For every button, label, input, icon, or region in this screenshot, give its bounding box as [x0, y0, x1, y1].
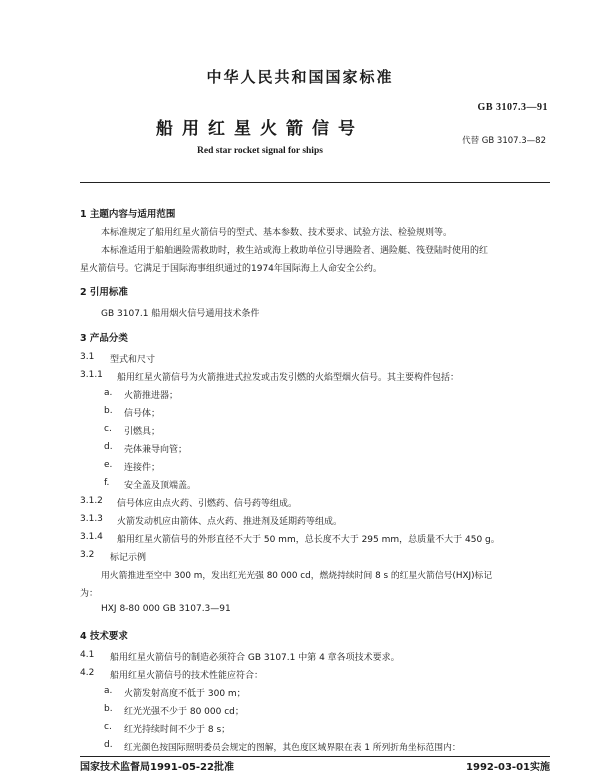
section-1-paragraph-2-line-2: 星火箭信号。它满足于国际海事组织通过的1974年国际海上人命安全公约。: [80, 264, 382, 274]
list-item: 红光光强不少于 80 000 cd；: [124, 707, 244, 717]
clause-text: 船用红星火箭信号的外形直径不大于 50 mm，总长度不大于 295 mm，总质量不大于 450 g。: [117, 535, 500, 545]
list-item: 壳体兼导向管；: [124, 445, 188, 455]
standard-number: GB 3107.3—91: [477, 102, 548, 113]
clause-number: 3.1: [80, 352, 95, 362]
list-item-mark: c.: [104, 722, 112, 732]
list-item: 红光颜色按国际照明委员会规定的图解，其色度区域界限在表 1 所列折角坐标范围内：: [124, 743, 461, 753]
list-item-mark: e.: [104, 460, 113, 470]
list-item: 火箭推进器；: [124, 391, 179, 401]
clause-number: 3.1.1: [80, 370, 103, 380]
section-4-heading: 4 技术要求: [80, 631, 128, 642]
list-item-mark: c.: [104, 424, 112, 434]
replaces-standard: 代替 GB 3107.3—82: [462, 136, 546, 146]
national-standard-label: 中华人民共和国国家标准: [206, 68, 394, 86]
header-divider: [80, 182, 550, 183]
english-title: Red star rocket signal for ships: [197, 146, 323, 156]
clause-number: 3.1.2: [80, 496, 103, 506]
clause-text: 型式和尺寸: [110, 355, 156, 365]
marking-example-line-1: 用火箭推进至空中 300 m，发出红光光强 80 000 cd，燃烧持续时间 8 s 的红星火箭信号(HXJ)标记: [101, 571, 493, 581]
list-item: 连接件；: [124, 463, 161, 473]
section-1-paragraph-2-line-1: 本标准适用于船舶遇险需救助时，救生站或海上救助单位引导遇险者、遇险艇、筏登陆时使用的红: [101, 246, 489, 256]
list-item: 安全盖及顶端盖。: [124, 481, 197, 491]
list-item: 引燃具；: [124, 427, 161, 437]
list-item-mark: a.: [104, 686, 113, 696]
section-3-heading: 3 产品分类: [80, 333, 128, 344]
clause-text: 船用红星火箭信号的技术性能应符合：: [110, 671, 264, 681]
clause-text: 船用红星火箭信号的制造必须符合 GB 3107.1 中第 4 章各项技术要求。: [110, 653, 400, 663]
effective-date: 1992-03-01实施: [466, 762, 550, 773]
section-1-heading: 1 主题内容与适用范围: [80, 209, 176, 220]
list-item-mark: b.: [104, 704, 113, 714]
footer-divider: [80, 756, 550, 757]
clause-number: 3.1.3: [80, 514, 103, 524]
approval-date: 国家技术监督局1991-05-22批准: [80, 762, 234, 773]
page-title: 船用红星火箭信号: [156, 119, 364, 139]
list-item: 信号体；: [124, 409, 161, 419]
normative-reference: GB 3107.1 船用烟火信号通用技术条件: [101, 309, 260, 319]
list-item-mark: d.: [104, 740, 113, 750]
clause-number: 4.2: [80, 668, 95, 678]
marking-code: HXJ 8-80 000 GB 3107.3—91: [101, 604, 231, 614]
list-item-mark: f.: [104, 478, 110, 488]
list-item-mark: a.: [104, 388, 113, 398]
list-item-mark: d.: [104, 442, 113, 452]
marking-example-line-2: 为：: [80, 589, 99, 599]
clause-number: 3.2: [80, 550, 95, 560]
clause-text: 火箭发动机应由箭体、点火药、推进剂及延期药等组成。: [117, 517, 343, 527]
clause-text: 船用红星火箭信号为火箭推进式拉发或击发引燃的火焰型烟火信号。其主要构件包括：: [117, 373, 460, 383]
section-2-heading: 2 引用标准: [80, 287, 128, 298]
clause-text: 标记示例: [110, 553, 147, 563]
clause-text: 信号体应由点火药、引燃药、信号药等组成。: [117, 499, 298, 509]
section-1-paragraph-1: 本标准规定了船用红星火箭信号的型式、基本参数、技术要求、试验方法、检验规则等。: [101, 228, 453, 238]
clause-number: 4.1: [80, 650, 95, 660]
clause-number: 3.1.4: [80, 532, 103, 542]
list-item-mark: b.: [104, 406, 113, 416]
list-item: 火箭发射高度不低于 300 m；: [124, 689, 246, 699]
list-item: 红光持续时间不少于 8 s；: [124, 725, 231, 735]
